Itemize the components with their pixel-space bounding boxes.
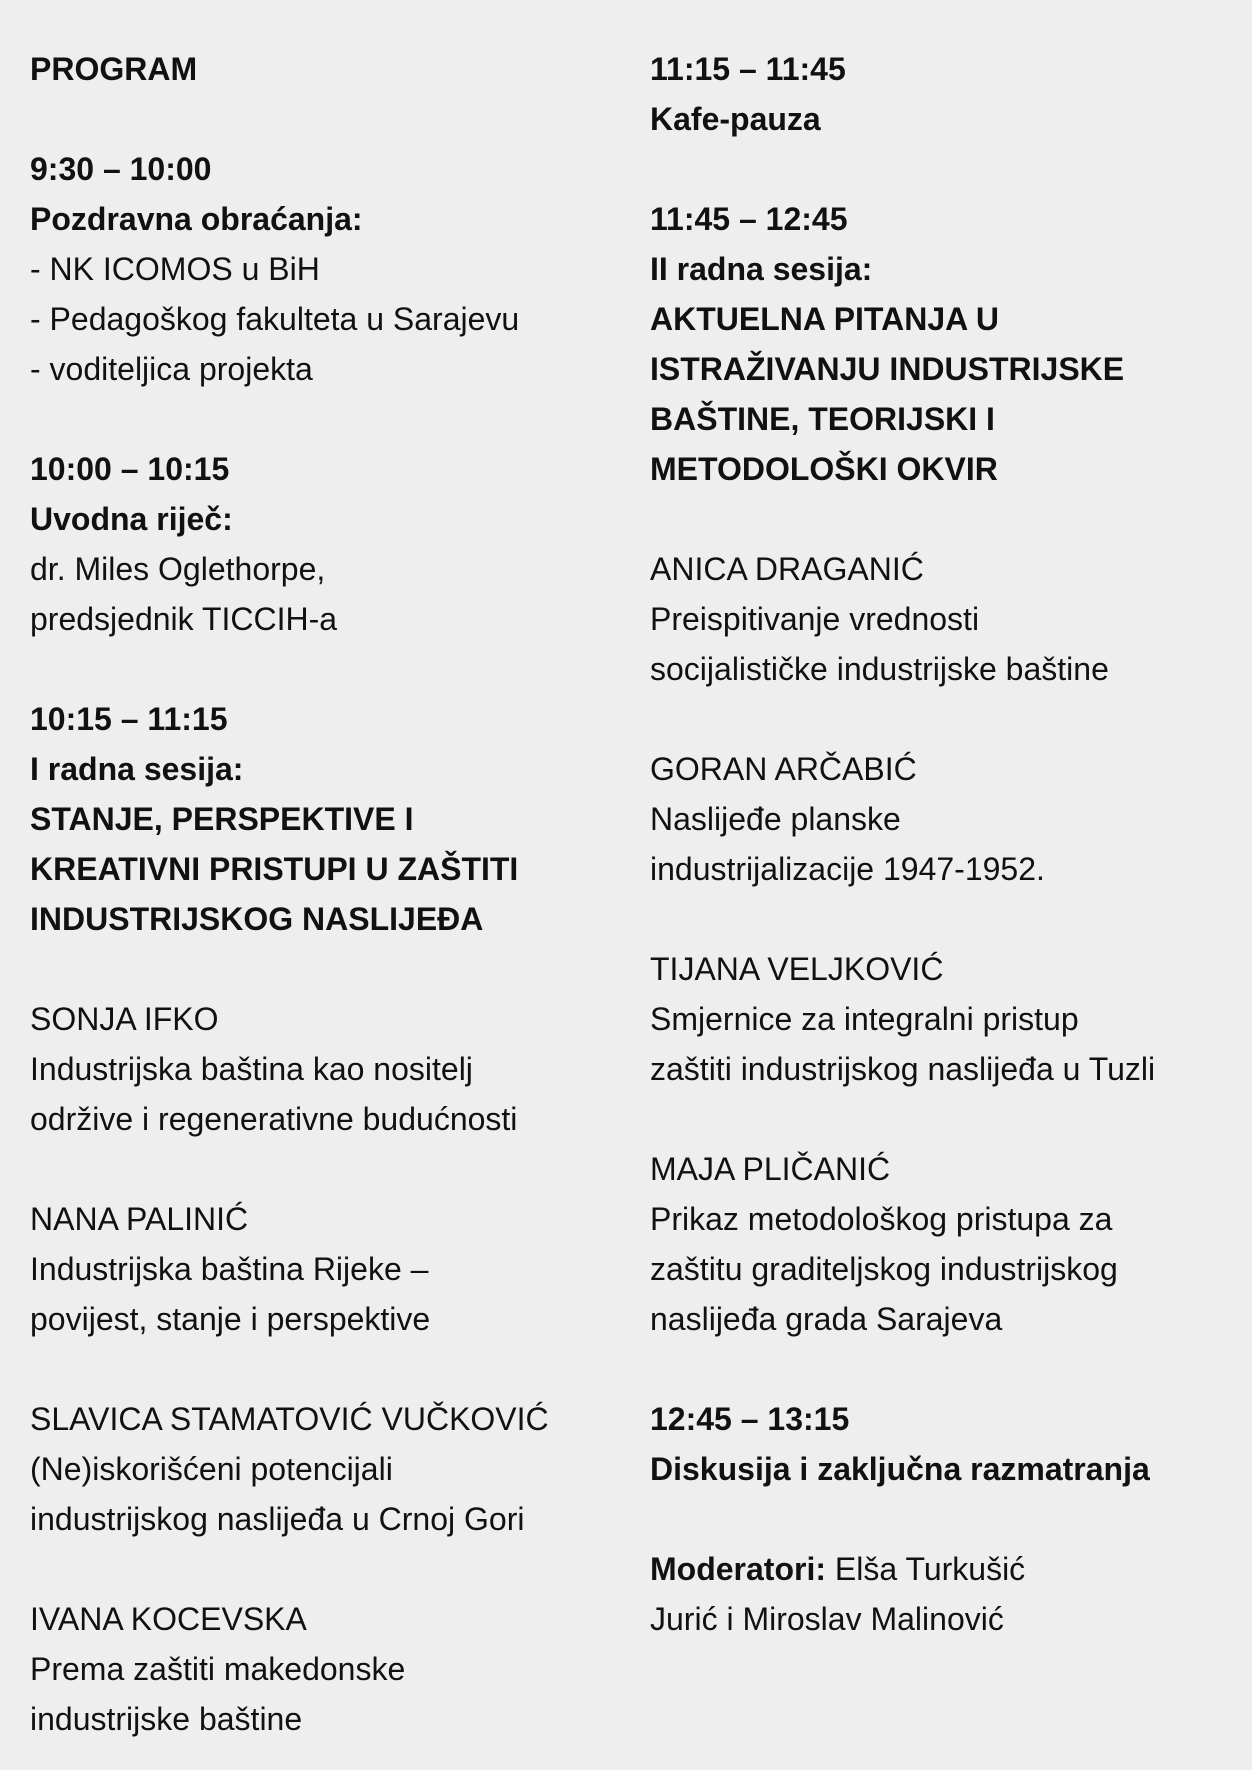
talk-title: Preispitivanje vrednosti <box>650 601 980 637</box>
speaker-entry <box>30 1194 630 1344</box>
time-slot: 10:00 – 10:15 <box>30 451 230 487</box>
session-title: STANJE, PERSPEKTIVE I <box>30 801 414 837</box>
speaker-entry <box>30 1394 630 1544</box>
speaker-entry <box>650 544 1240 694</box>
talk-title: socijalističke industrijske baštine <box>650 651 1109 687</box>
talk-title: Prema zaštiti makedonske <box>30 1651 406 1687</box>
talk-title: održive i regenerativne budućnosti <box>30 1101 518 1137</box>
schedule-block-welcome <box>30 144 630 394</box>
speaker-entry <box>650 744 1240 894</box>
session-title: BAŠTINE, TEORIJSKI I <box>650 401 995 437</box>
list-item: - Pedagoškog fakulteta u Sarajevu <box>30 301 520 337</box>
session-title: ISTRAŽIVANJU INDUSTRIJSKE <box>650 351 1125 387</box>
list-item: - NK ICOMOS u BiH <box>30 251 320 287</box>
left-column <box>30 44 630 1744</box>
talk-title: naslijeđa grada Sarajeva <box>650 1301 1003 1337</box>
session-title: AKTUELNA PITANJA U <box>650 301 1000 337</box>
block-title: Uvodna riječ: <box>30 501 233 537</box>
speaker-name: SLAVICA STAMATOVIĆ VUČKOVIĆ <box>30 1401 549 1437</box>
block-title: II radna sesija: <box>650 251 873 287</box>
session-title: METODOLOŠKI OKVIR <box>650 451 998 487</box>
speaker-name: TIJANA VELJKOVIĆ <box>650 951 944 987</box>
moderators-names-cont: Jurić i Miroslav Malinović <box>650 1601 1004 1637</box>
moderators-label: Moderatori: <box>650 1551 826 1587</box>
speaker-line: dr. Miles Oglethorpe, <box>30 551 326 587</box>
block-title: I radna sesija: <box>30 751 244 787</box>
speaker-name: MAJA PLIČANIĆ <box>650 1151 891 1187</box>
time-slot: 10:15 – 11:15 <box>30 701 228 737</box>
talk-title: Industrijska baština kao nositelj <box>30 1051 473 1087</box>
speaker-entry <box>30 994 630 1144</box>
talk-title: (Ne)iskorišćeni potencijali <box>30 1451 393 1487</box>
schedule-block-break <box>650 44 1240 144</box>
time-slot: 9:30 – 10:00 <box>30 151 212 187</box>
moderators-names: Elša Turkušić <box>826 1551 1026 1587</box>
talk-title: Industrijska baština Rijeke – <box>30 1251 429 1287</box>
schedule-block-intro <box>30 444 630 644</box>
schedule-block-closing <box>650 1394 1240 1494</box>
talk-title: Prikaz metodološkog pristupa za <box>650 1201 1113 1237</box>
talk-title: zaštiti industrijskog naslijeđa u Tuzli <box>650 1051 1156 1087</box>
right-column <box>650 44 1240 1644</box>
speaker-entry <box>30 1594 630 1744</box>
talk-title: industrijalizacije 1947-1952. <box>650 851 1045 887</box>
schedule-block-session-2 <box>650 194 1240 494</box>
speaker-line: predsjednik TICCIH-a <box>30 601 338 637</box>
talk-title: Smjernice za integralni pristup <box>650 1001 1079 1037</box>
session-title: KREATIVNI PRISTUPI U ZAŠTITI <box>30 851 519 887</box>
talk-title: industrijskog naslijeđa u Crnoj Gori <box>30 1501 525 1537</box>
talk-title: povijest, stanje i perspektive <box>30 1301 431 1337</box>
talk-title: industrijske baštine <box>30 1701 303 1737</box>
speaker-name: SONJA IFKO <box>30 1001 219 1037</box>
speaker-entry <box>650 1144 1240 1344</box>
block-title: Diskusija i zaključna razmatranja <box>650 1451 1150 1487</box>
block-title: Pozdravna obraćanja: <box>30 201 363 237</box>
list-item: - voditeljica projekta <box>30 351 313 387</box>
block-title: Kafe-pauza <box>650 101 821 137</box>
speaker-name: ANICA DRAGANIĆ <box>650 551 924 587</box>
program-heading: PROGRAM <box>30 51 198 87</box>
schedule-block-session-1 <box>30 694 630 944</box>
time-slot: 11:15 – 11:45 <box>650 51 846 87</box>
speaker-entry <box>650 944 1240 1094</box>
speaker-name: NANA PALINIĆ <box>30 1201 249 1237</box>
speaker-name: GORAN ARČABIĆ <box>650 751 917 787</box>
time-slot: 11:45 – 12:45 <box>650 201 848 237</box>
time-slot: 12:45 – 13:15 <box>650 1401 850 1437</box>
moderators-line <box>650 1544 1240 1594</box>
session-title: INDUSTRIJSKOG NASLIJEĐA <box>30 901 484 937</box>
speaker-name: IVANA KOCEVSKA <box>30 1601 307 1637</box>
moderators <box>650 1544 1240 1644</box>
talk-title: Naslijeđe planske <box>650 801 901 837</box>
talk-title: zaštitu graditeljskog industrijskog <box>650 1251 1118 1287</box>
